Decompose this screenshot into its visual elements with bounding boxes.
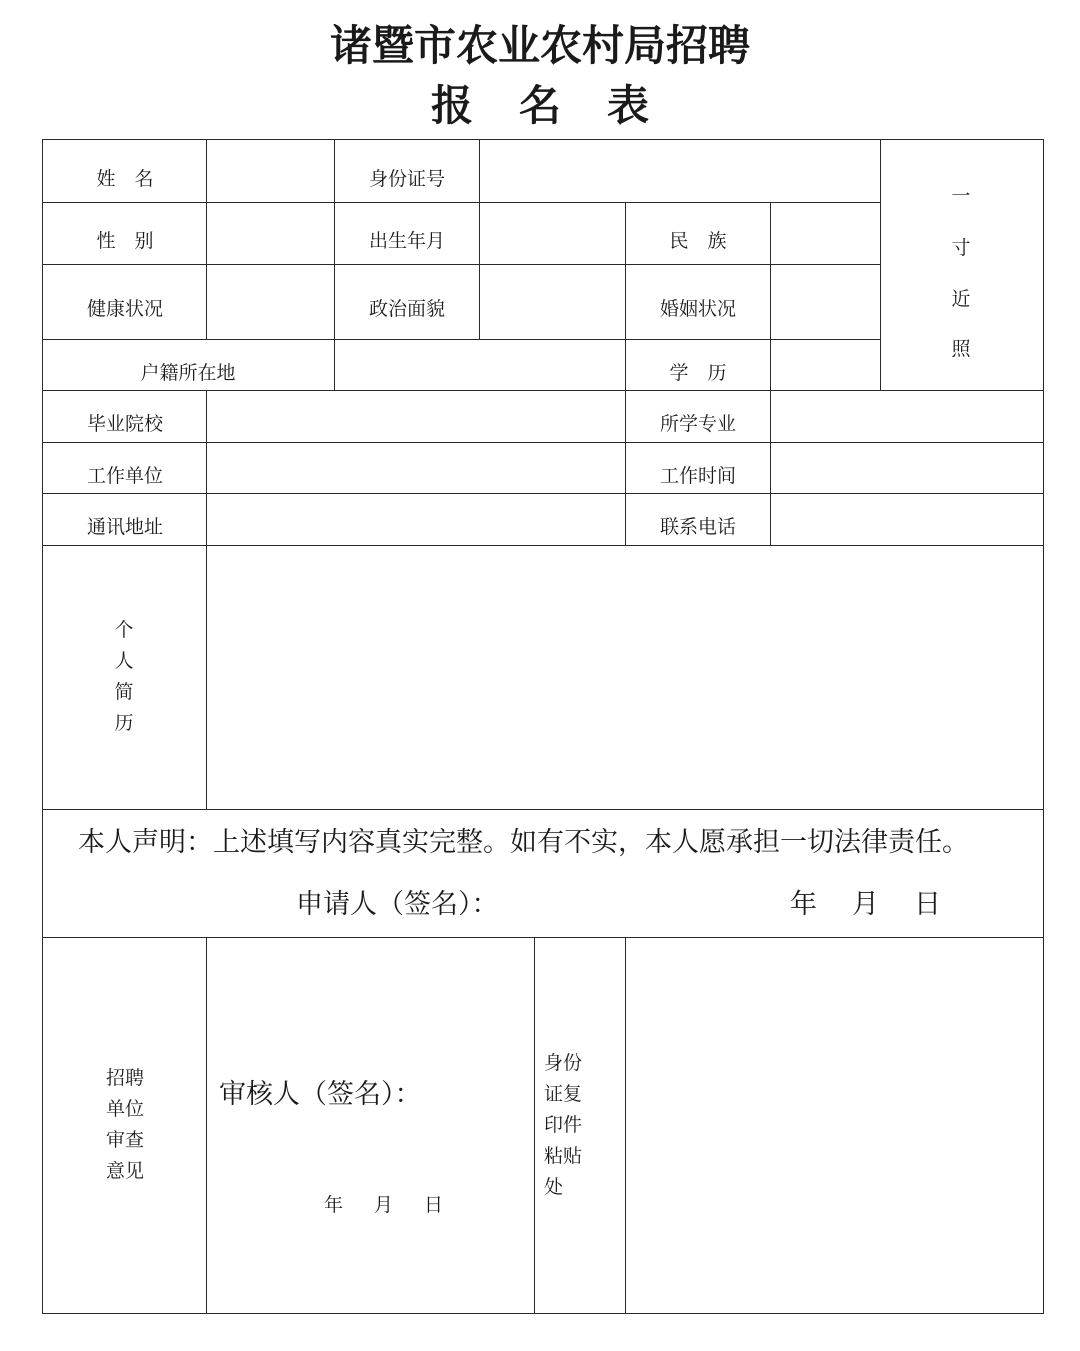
- label-major: 所学专业: [659, 413, 737, 435]
- id-copy-label-line: 处: [544, 1176, 564, 1198]
- ethnicity-field[interactable]: [771, 203, 880, 264]
- review-label-line: 招聘: [105, 1067, 144, 1089]
- id-copy-paste-area[interactable]: [626, 938, 1043, 1313]
- phone-field[interactable]: [771, 494, 1043, 545]
- label-school: 毕业院校: [86, 413, 164, 435]
- household-field[interactable]: [335, 340, 625, 390]
- reviewer-signature-label: 审核人（签名）：: [219, 1079, 422, 1110]
- photo-char: 近: [951, 288, 971, 310]
- gender-field[interactable]: [207, 203, 334, 264]
- id-copy-label-line: 印件: [544, 1114, 583, 1136]
- label-marital: 婚姻状况: [659, 298, 737, 320]
- id-number-field[interactable]: [480, 140, 880, 202]
- id-copy-label-line: 粘贴: [544, 1145, 583, 1167]
- photo-char: 寸: [951, 237, 971, 259]
- label-gender: 性 别: [96, 230, 154, 252]
- table-line: [625, 202, 626, 546]
- declaration-statement: 本人声明：上述填写内容真实完整。如有不实，本人愿承担一切法律责任。: [78, 827, 969, 858]
- resume-char: 个: [114, 619, 134, 641]
- school-field[interactable]: [207, 391, 625, 442]
- table-line: [534, 937, 535, 1314]
- photo-char: 一: [951, 185, 971, 207]
- resume-char: 简: [114, 681, 134, 703]
- review-label-line: 意见: [105, 1160, 144, 1182]
- id-copy-label-line: 身份: [544, 1052, 583, 1074]
- label-id-number: 身份证号: [368, 168, 446, 190]
- marital-field[interactable]: [771, 265, 880, 339]
- label-political: 政治面貌: [368, 298, 446, 320]
- label-education: 学 历: [669, 362, 727, 384]
- work-time-field[interactable]: [771, 443, 1043, 493]
- review-date: 年 月 日: [324, 1194, 450, 1216]
- label-work-time: 工作时间: [659, 465, 737, 487]
- review-label-line: 单位: [105, 1098, 144, 1120]
- applicant-signature-field[interactable]: [520, 884, 760, 924]
- applicant-date: 年 月 日: [790, 889, 945, 920]
- resume-label: [112, 615, 136, 739]
- name-field[interactable]: [207, 140, 334, 202]
- employer-field[interactable]: [207, 443, 625, 493]
- label-ethnicity: 民 族: [669, 230, 727, 252]
- label-phone: 联系电话: [659, 516, 737, 538]
- applicant-signature-label: 申请人（签名）：: [296, 889, 499, 920]
- resume-char: 人: [114, 650, 134, 672]
- birth-field[interactable]: [480, 203, 625, 264]
- table-line: [42, 1313, 1044, 1314]
- table-line: [42, 264, 880, 265]
- id-copy-label-line: 证复: [544, 1083, 583, 1105]
- form-title: 诸暨市农业农村局招聘: [329, 21, 750, 70]
- table-line: [42, 809, 1044, 810]
- label-household: 户籍所在地: [140, 362, 236, 384]
- review-label: [101, 1063, 149, 1187]
- label-health: 健康状况: [86, 298, 164, 320]
- form-subtitle: 报名表: [430, 81, 695, 130]
- label-birth: 出生年月: [368, 230, 446, 252]
- address-field[interactable]: [207, 494, 625, 545]
- major-field[interactable]: [771, 391, 1043, 442]
- review-label-line: 审查: [105, 1129, 144, 1151]
- id-copy-label: [544, 1048, 592, 1203]
- photo-char: 照: [951, 338, 971, 360]
- label-name: 姓 名: [96, 168, 154, 190]
- education-field[interactable]: [771, 340, 880, 390]
- reviewer-signature-field[interactable]: [207, 1125, 534, 1185]
- table-line: [42, 202, 880, 203]
- resume-field[interactable]: [207, 546, 1043, 809]
- label-address: 通讯地址: [86, 516, 164, 538]
- resume-char: 历: [114, 712, 134, 734]
- political-field[interactable]: [480, 265, 625, 339]
- table-line: [42, 139, 43, 1314]
- health-field[interactable]: [207, 265, 334, 339]
- table-line: [1043, 139, 1044, 1314]
- photo-box[interactable]: [881, 140, 1043, 390]
- label-employer: 工作单位: [86, 465, 164, 487]
